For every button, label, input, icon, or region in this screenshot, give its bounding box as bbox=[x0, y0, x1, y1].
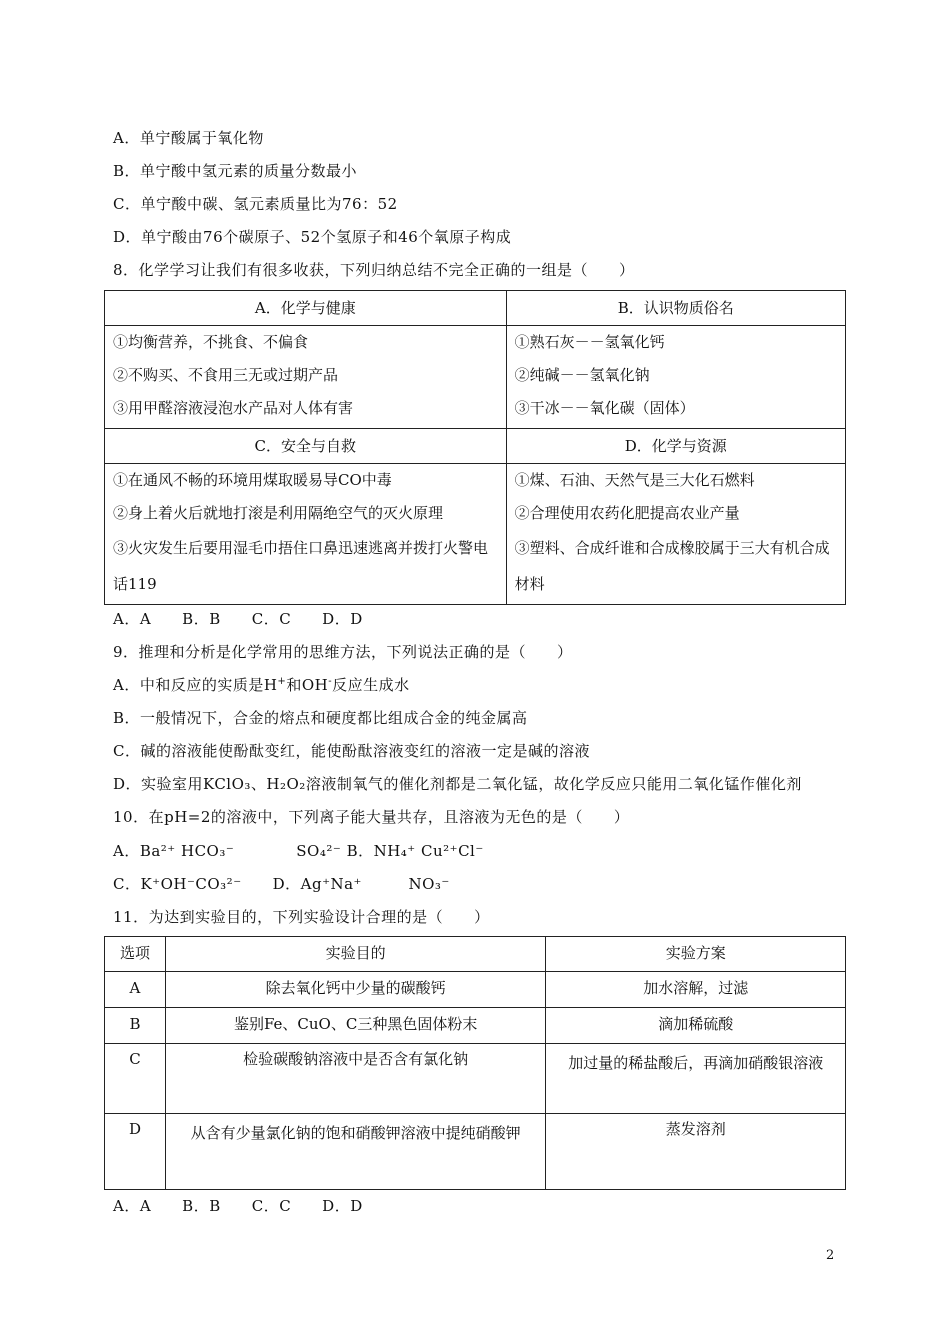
q8-b-item: ②纯碱－－氢氧化钠 bbox=[514, 366, 650, 384]
q9-a-post: 反应生成水 bbox=[332, 676, 410, 694]
q9-stem: 9．推理和分析是化学常用的思维方法，下列说法正确的是（ ） bbox=[113, 643, 573, 661]
q8-table bbox=[104, 290, 846, 605]
q11-header-option: 选项 bbox=[105, 937, 166, 972]
q8-a-item: ③用甲醛溶液浸泡水产品对人体有害 bbox=[113, 399, 354, 417]
q11-answers: A．A B．B C．C D．D bbox=[113, 1197, 363, 1215]
q10-options-ab: A．Ba²⁺ HCO₃⁻ SO₄²⁻ B．NH₄⁺ Cu²⁺Cl⁻ bbox=[113, 842, 484, 860]
q8-d-item: ③塑料、合成纤谁和合成橡胶属于三大有机合成材料 bbox=[514, 539, 830, 593]
q11-row-a-plan: 加水溶解，过滤 bbox=[546, 972, 846, 1008]
q10-options-cd: C．K⁺OH⁻CO₃²⁻ D．Ag⁺Na⁺ NO₃⁻ bbox=[113, 875, 450, 893]
q11-row-d-purpose: 从含有少量氯化钠的饱和硝酸钾溶液中提纯硝酸钾 bbox=[165, 1114, 545, 1190]
q9-a-sup2: - bbox=[328, 676, 333, 687]
q8-a-item: ②不购买、不食用三无或过期产品 bbox=[113, 366, 339, 384]
page-number: 2 bbox=[826, 1248, 835, 1263]
q8-c-item: ①在通风不畅的环境用煤取暖易导CO中毒 bbox=[113, 471, 392, 489]
q8-cell-c bbox=[105, 464, 507, 605]
q8-header-d: D．化学与资源 bbox=[506, 429, 845, 464]
q11-row-a-purpose: 除去氧化钙中少量的碳酸钙 bbox=[165, 972, 545, 1008]
q11-header-plan: 实验方案 bbox=[546, 937, 846, 972]
q9-a-mid: 和OH bbox=[286, 676, 329, 694]
q8-answers: A．A B．B C．C D．D bbox=[113, 610, 363, 628]
q7-option-d: D．单宁酸由76个碳原子、52个氢原子和46个氧原子构成 bbox=[113, 228, 512, 246]
q10-stem: 10．在pH=2的溶液中，下列离子能大量共存，且溶液为无色的是（ ） bbox=[113, 808, 630, 826]
q8-header-a: A．化学与健康 bbox=[105, 291, 507, 326]
q11-row-a-option: A bbox=[105, 972, 166, 1008]
q9-option-c: C．碱的溶液能使酚酞变红，能使酚酞溶液变红的溶液一定是碱的溶液 bbox=[113, 742, 590, 760]
q8-stem: 8．化学学习让我们有很多收获，下列归纳总结不完全正确的一组是（ ） bbox=[113, 261, 635, 279]
q9-option-d: D．实验室用KClO₃、H₂O₂溶液制氧气的催化剂都是二氧化锰，故化学反应只能用二氧化锰作催化剂 bbox=[113, 775, 802, 793]
q11-row-b-purpose: 鉴别Fe、CuO、C三种黑色固体粉末 bbox=[165, 1008, 545, 1044]
q11-row-d-plan: 蒸发溶剂 bbox=[546, 1114, 846, 1190]
q8-cell-d bbox=[506, 464, 845, 605]
q8-b-item: ③干冰－－氧化碳（固体） bbox=[514, 399, 695, 417]
q11-row-b-option: B bbox=[105, 1008, 166, 1044]
q8-d-item: ②合理使用农药化肥提高农业产量 bbox=[514, 504, 740, 522]
q7-option-b: B．单宁酸中氢元素的质量分数最小 bbox=[113, 162, 358, 180]
q8-cell-b bbox=[506, 326, 845, 429]
q11-row-c-plan: 加过量的稀盐酸后，再滴加硝酸银溶液 bbox=[546, 1044, 846, 1114]
q11-table bbox=[104, 936, 846, 1190]
q11-row-b-plan: 滴加稀硫酸 bbox=[546, 1008, 846, 1044]
q8-header-c: C．安全与自救 bbox=[105, 429, 507, 464]
q8-c-item: ②身上着火后就地打滚是利用隔绝空气的灭火原理 bbox=[113, 504, 444, 522]
q8-cell-a bbox=[105, 326, 507, 429]
q9-a-pre: A．中和反应的实质是H bbox=[113, 676, 278, 694]
q8-b-item: ①熟石灰－－氢氧化钙 bbox=[514, 333, 665, 351]
q9-option-a bbox=[113, 674, 410, 695]
q9-option-b: B．一般情况下，合金的熔点和硬度都比组成合金的纯金属高 bbox=[113, 709, 528, 727]
q11-row-d-option: D bbox=[105, 1114, 166, 1190]
q11-row-c-purpose: 检验碳酸钠溶液中是否含有氯化钠 bbox=[165, 1044, 545, 1114]
q8-a-item: ①均衡营养，不挑食、不偏食 bbox=[113, 333, 309, 351]
q7-option-c: C．单宁酸中碳、氢元素质量比为76：52 bbox=[113, 195, 398, 213]
q7-option-a: A．单宁酸属于氧化物 bbox=[113, 129, 264, 147]
q11-stem: 11．为达到实验目的，下列实验设计合理的是（ ） bbox=[113, 908, 490, 926]
q8-header-b: B．认识物质俗名 bbox=[506, 291, 845, 326]
q8-c-item: ③火灾发生后要用湿毛巾捂住口鼻迅速逃离并拨打火警电话119 bbox=[113, 539, 489, 593]
q11-row-c-option: C bbox=[105, 1044, 166, 1114]
q8-d-item: ①煤、石油、天然气是三大化石燃料 bbox=[514, 471, 755, 489]
q11-header-purpose: 实验目的 bbox=[165, 937, 545, 972]
q9-a-sup1: + bbox=[277, 676, 287, 687]
